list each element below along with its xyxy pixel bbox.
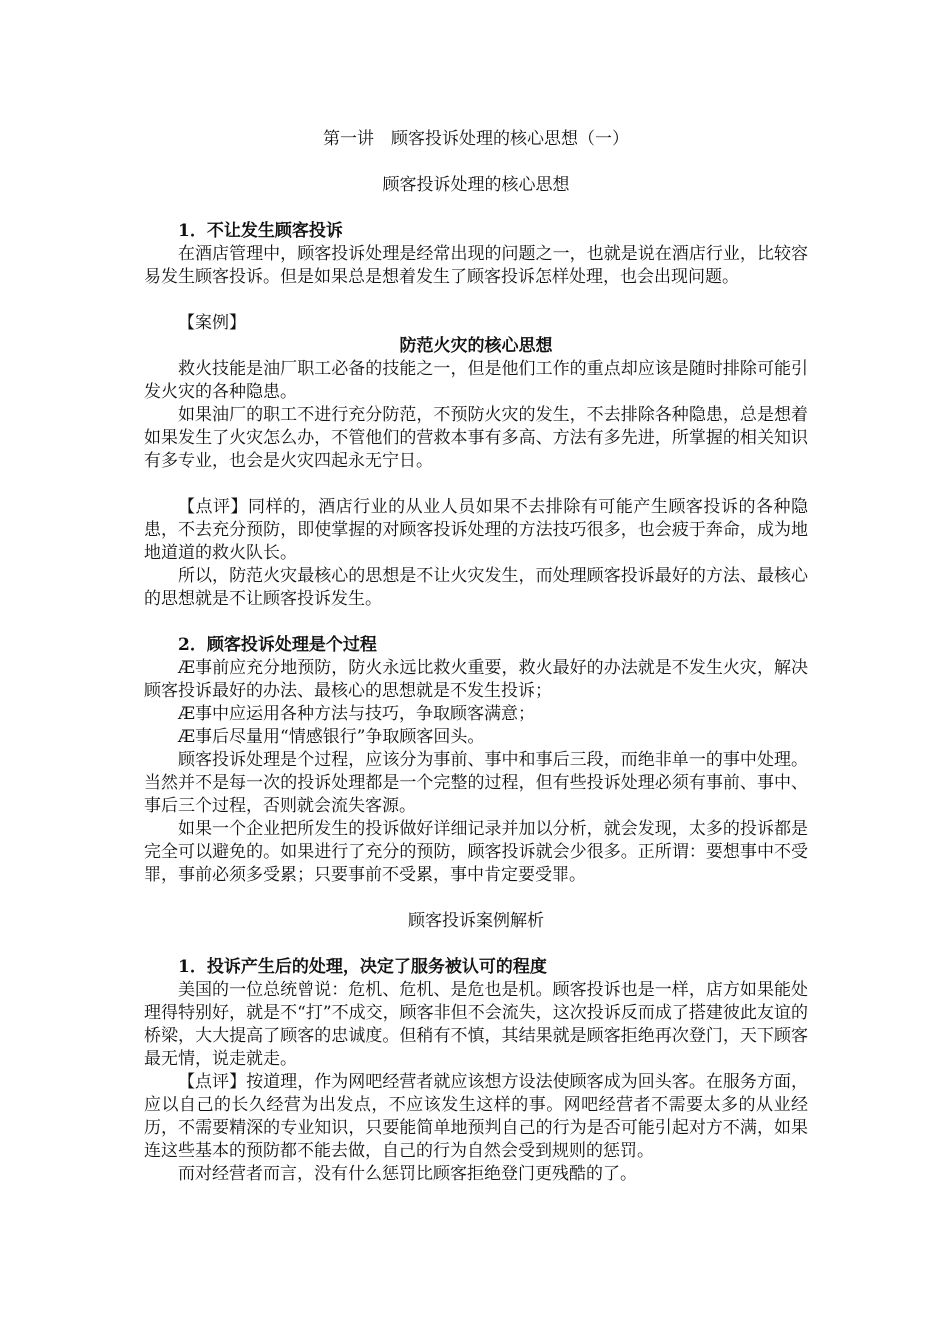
spacer [144, 289, 808, 312]
comment-paragraph: 【点评】按道理，作为网吧经营者就应该想方设法使顾客成为回头客。在服务方面，应以自己的长久经营为出发点，不应该发生这样的事。网吧经营者不需要太多的从业经历，不需要精深的专业知识，只要能简单地预判自己的行为是否可能引起对方不满，如果连这些基本的预防都不能去做，自己的行为自然会受到规则的惩罚。 [144, 1072, 808, 1161]
paragraph: 在酒店管理中，顾客投诉处理是经常出现的问题之一，也就是说在酒店行业，比较容易发生顾客投诉。但是如果总是想着发生了顾客投诉怎样处理，也会出现问题。 [144, 244, 808, 287]
bullet-item [144, 657, 808, 703]
section-subtitle: 顾客投诉处理的核心思想 [382, 175, 570, 195]
case-title: 防范火灾的核心思想 [399, 336, 553, 356]
document-body [144, 128, 808, 1186]
paragraph: 如果油厂的职工不进行充分防范，不预防火灾的发生，不去排除各种隐患，总是想着如果发生了火灾怎么办，不管他们的营救本事有多高、方法有多先进，所掌握的相关知识有多专业，也会是火灾四起永无宁日。 [144, 405, 808, 471]
bullet-mark-icon: Æ [178, 727, 196, 747]
case-label: 【案例】 [178, 313, 246, 333]
paragraph: 而对经营者而言，没有什么惩罚比顾客拒绝登门更残酷的了。 [178, 1164, 637, 1184]
bullet-item [144, 703, 808, 726]
spacer [144, 473, 808, 496]
paragraph: 美国的一位总统曾说：危机、危机、是危也是机。顾客投诉也是一样，店方如果能处理得特别好，就是不“打”不成交，顾客非但不会流失，这次投诉反而成了搭建彼此友谊的桥梁，大大提高了顾客的忠诚度。但稍有不慎，其结果就是顾客拒绝再次登门，天下顾客最无情，说走就走。 [144, 980, 808, 1069]
bullet-text: 事前应充分地预防，防火永远比救火重要，救火最好的办法就是不发生火灾，解决顾客投诉最好的办法、最核心的思想就是不发生投诉； [144, 658, 808, 701]
paragraph: 救火技能是油厂职工必备的技能之一，但是他们工作的重点却应该是随时排除可能引发火灾的各种隐患。 [144, 359, 808, 402]
lecture-title: 第一讲 顾客投诉处理的核心思想（一） [323, 129, 629, 149]
bullet-text: 事后尽量用“情感银行”争取顾客回头。 [195, 727, 485, 747]
bullet-item [144, 726, 808, 749]
section-heading-2: 2．顾客投诉处理是个过程 [178, 635, 377, 655]
spacer [144, 887, 808, 910]
section-subtitle-2: 顾客投诉案例解析 [408, 911, 544, 931]
paragraph: 如果一个企业把所发生的投诉做好详细记录并加以分析，就会发现，太多的投诉都是完全可以避免的。如果进行了充分的预防，顾客投诉就会少很多。正所谓：要想事中不受罪，事前必须多受累；只要事前不受累，事中肯定要受罪。 [144, 819, 808, 885]
section-heading-1: 1．不让发生顾客投诉 [178, 221, 343, 241]
bullet-text: 事中应运用各种方法与技巧，争取顾客满意； [195, 704, 536, 724]
paragraph: 顾客投诉处理是个过程，应该分为事前、事中和事后三段，而绝非单一的事中处理。当然并不是每一次的投诉处理都是一个完整的过程，但有些投诉处理必须有事前、事中、事后三个过程，否则就会流失客源。 [144, 750, 808, 816]
bullet-mark-icon: Æ [178, 704, 196, 724]
paragraph: 所以，防范火灾最核心的思想是不让火灾发生，而处理顾客投诉最好的方法、最核心的思想就是不让顾客投诉发生。 [144, 566, 808, 609]
section-heading-3: 1．投诉产生后的处理，决定了服务被认可的程度 [178, 957, 547, 977]
spacer [144, 611, 808, 634]
bullet-mark-icon: Æ [178, 658, 196, 678]
comment-paragraph: 【点评】同样的，酒店行业的从业人员如果不去排除有可能产生顾客投诉的各种隐患，不去充分预防，即使掌握的对顾客投诉处理的方法技巧很多，也会疲于奔命，成为地地道道的救火队长。 [144, 497, 808, 563]
